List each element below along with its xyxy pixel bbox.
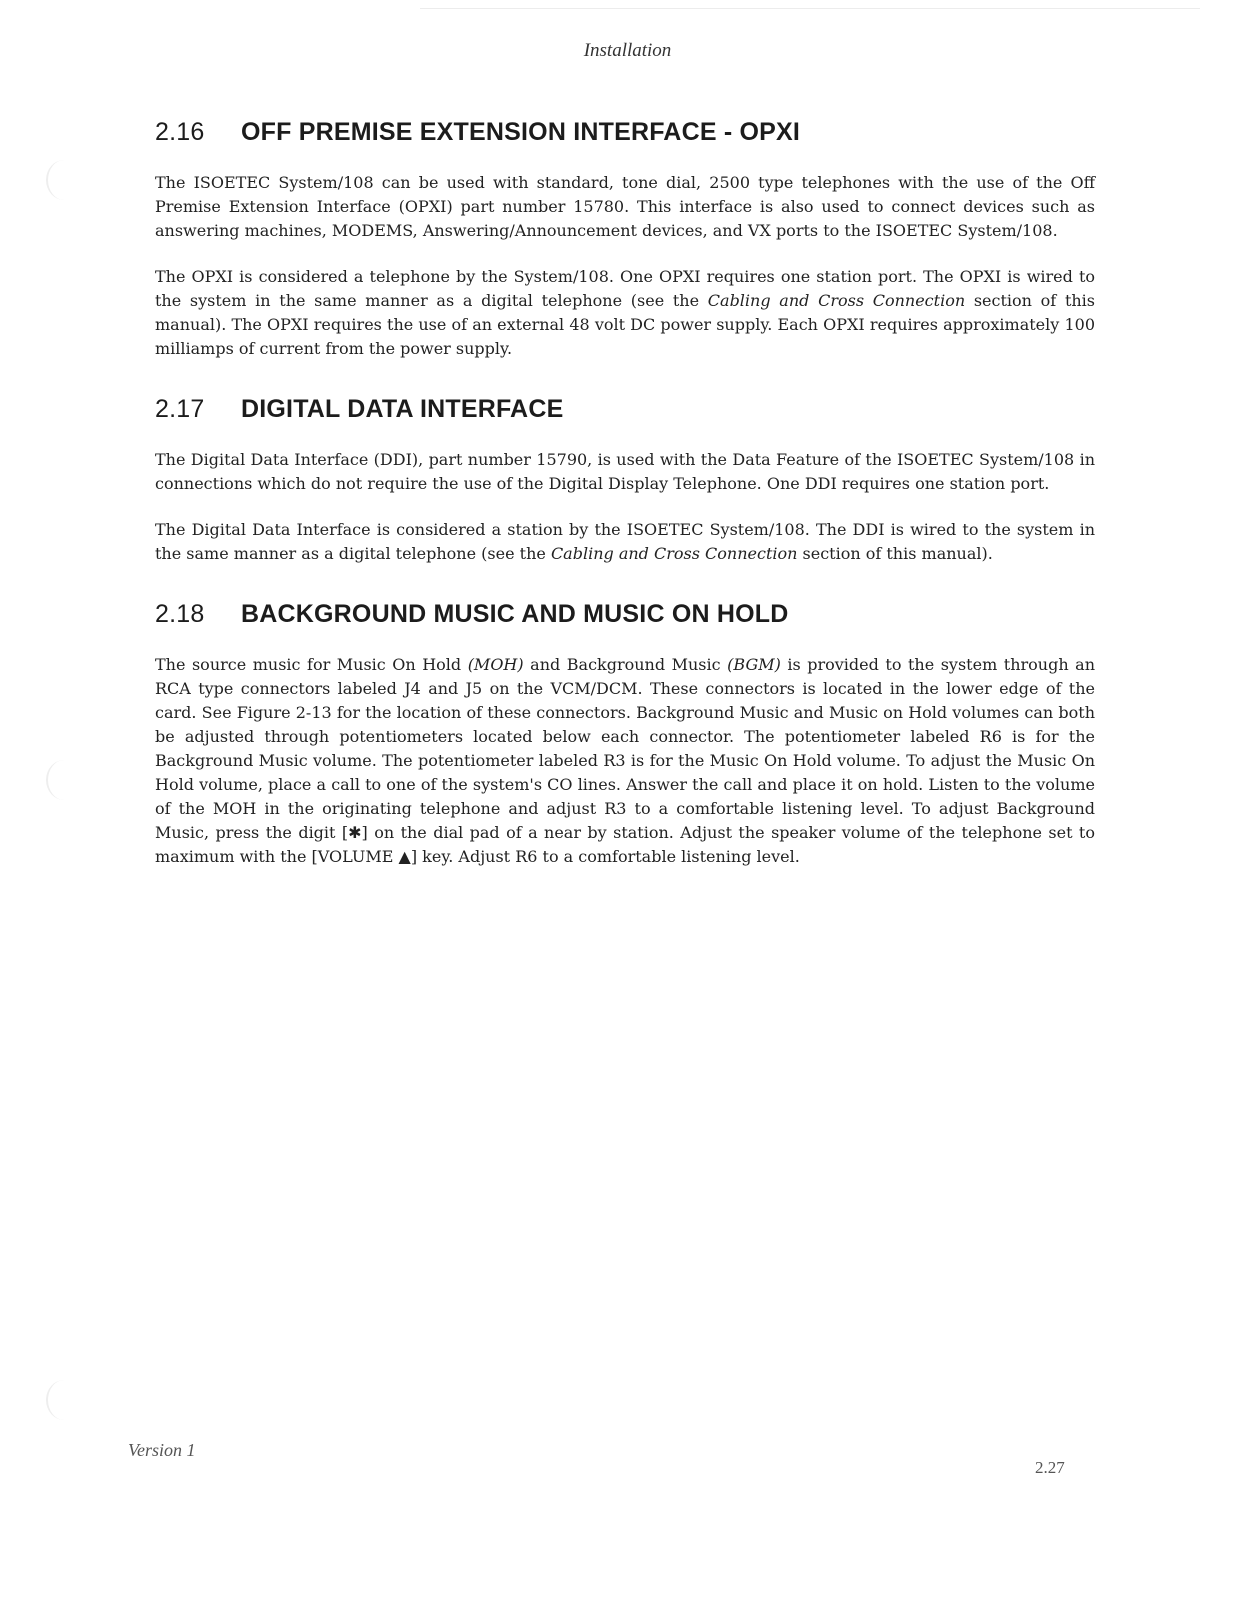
scan-artifact-line bbox=[420, 8, 1200, 9]
paragraph bbox=[155, 518, 1095, 566]
section-heading bbox=[155, 395, 1095, 424]
italic-reference: (BGM) bbox=[727, 655, 781, 674]
section-title: OFF PREMISE EXTENSION INTERFACE - OPXI bbox=[241, 118, 801, 146]
text-run: and Background Music bbox=[523, 655, 728, 674]
section-2-17 bbox=[155, 395, 1095, 566]
text-run: is provided to the system through an RCA type connectors labeled J4 and J5 on the VCM/DCM. These connectors is located in the lower edge of the card. See Figure 2-13 for the location of these connectors. Background Music and Music on Hold volumes can both be adjusted through potentiometers located below each connector. The potentiometer labeled R6 is for the Background Music volume. The potentiometer labeled R3 is for the Music On Hold volume. To adjust the Music On Hold volume, place a call to one of the system's CO lines. Answer the call and place it on hold. Listen to the volume of the MOH in the originating telephone and adjust R3 to a comfortable listening level. To adjust Background Music, press the digit [✱] on the dial pad of a near by station. Adjust the speaker volume of the telephone set to maximum with the [VOLUME ▲] key. Adjust R6 to a comfortable listening level. bbox=[155, 655, 1096, 866]
page-number: 2.27 bbox=[1035, 1458, 1065, 1477]
section-2-16 bbox=[155, 118, 1095, 361]
paragraph bbox=[155, 171, 1095, 243]
paragraph bbox=[155, 448, 1095, 496]
binder-hole-mark bbox=[46, 1380, 82, 1420]
section-heading bbox=[155, 600, 1095, 629]
italic-reference: Cabling and Cross Connection bbox=[550, 544, 798, 563]
text-run: The Digital Data Interface (DDI), part number 15790, is used with the Data Feature of the ISOETEC System/108 in connections which do not require the use of the Digital Display Telephone. One DDI requires one station port. bbox=[155, 450, 1095, 493]
page-body bbox=[155, 118, 1095, 903]
section-title: BACKGROUND MUSIC AND MUSIC ON HOLD bbox=[241, 600, 789, 628]
text-run: section of this manual). bbox=[797, 544, 993, 563]
paragraph bbox=[155, 265, 1095, 361]
running-header: Installation bbox=[583, 40, 672, 61]
binder-hole-mark bbox=[46, 160, 82, 200]
section-number: 2.18 bbox=[155, 600, 205, 628]
italic-reference: Cabling and Cross Connection bbox=[707, 291, 966, 310]
italic-reference: (MOH) bbox=[467, 655, 524, 674]
text-run: The Digital Data Interface is considered a station by the ISOETEC System/108. The DDI is wired to the system in the same manner as a digital telephone (see the bbox=[155, 520, 1095, 563]
text-run: The OPXI is considered a telephone by the System/108. One OPXI requires one station port. The OPXI is wired to the system in the same manner as a digital telephone (see the bbox=[155, 267, 1095, 310]
text-run: The ISOETEC System/108 can be used with standard, tone dial, 2500 type telephones with the use of the Off Premise Extension Interface (OPXI) part number 15780. This interface is also used to connect devices such as answering machines, MODEMS, Answering/Announcement devices, and VX ports to the ISOETEC System/108. bbox=[155, 173, 1095, 240]
version-label: Version 1 bbox=[128, 1440, 196, 1460]
section-heading bbox=[155, 118, 1095, 147]
paragraph bbox=[155, 653, 1095, 869]
section-2-18 bbox=[155, 600, 1095, 869]
text-run: The source music for Music On Hold bbox=[155, 655, 468, 674]
section-number: 2.17 bbox=[155, 395, 205, 423]
text-run: section of this manual). The OPXI requires the use of an external 48 volt DC power supply. Each OPXI requires approximately 100 milliamps of current from the power supply. bbox=[155, 291, 1096, 358]
section-title: DIGITAL DATA INTERFACE bbox=[241, 395, 564, 423]
section-number: 2.16 bbox=[155, 118, 205, 146]
binder-hole-mark bbox=[46, 760, 82, 800]
